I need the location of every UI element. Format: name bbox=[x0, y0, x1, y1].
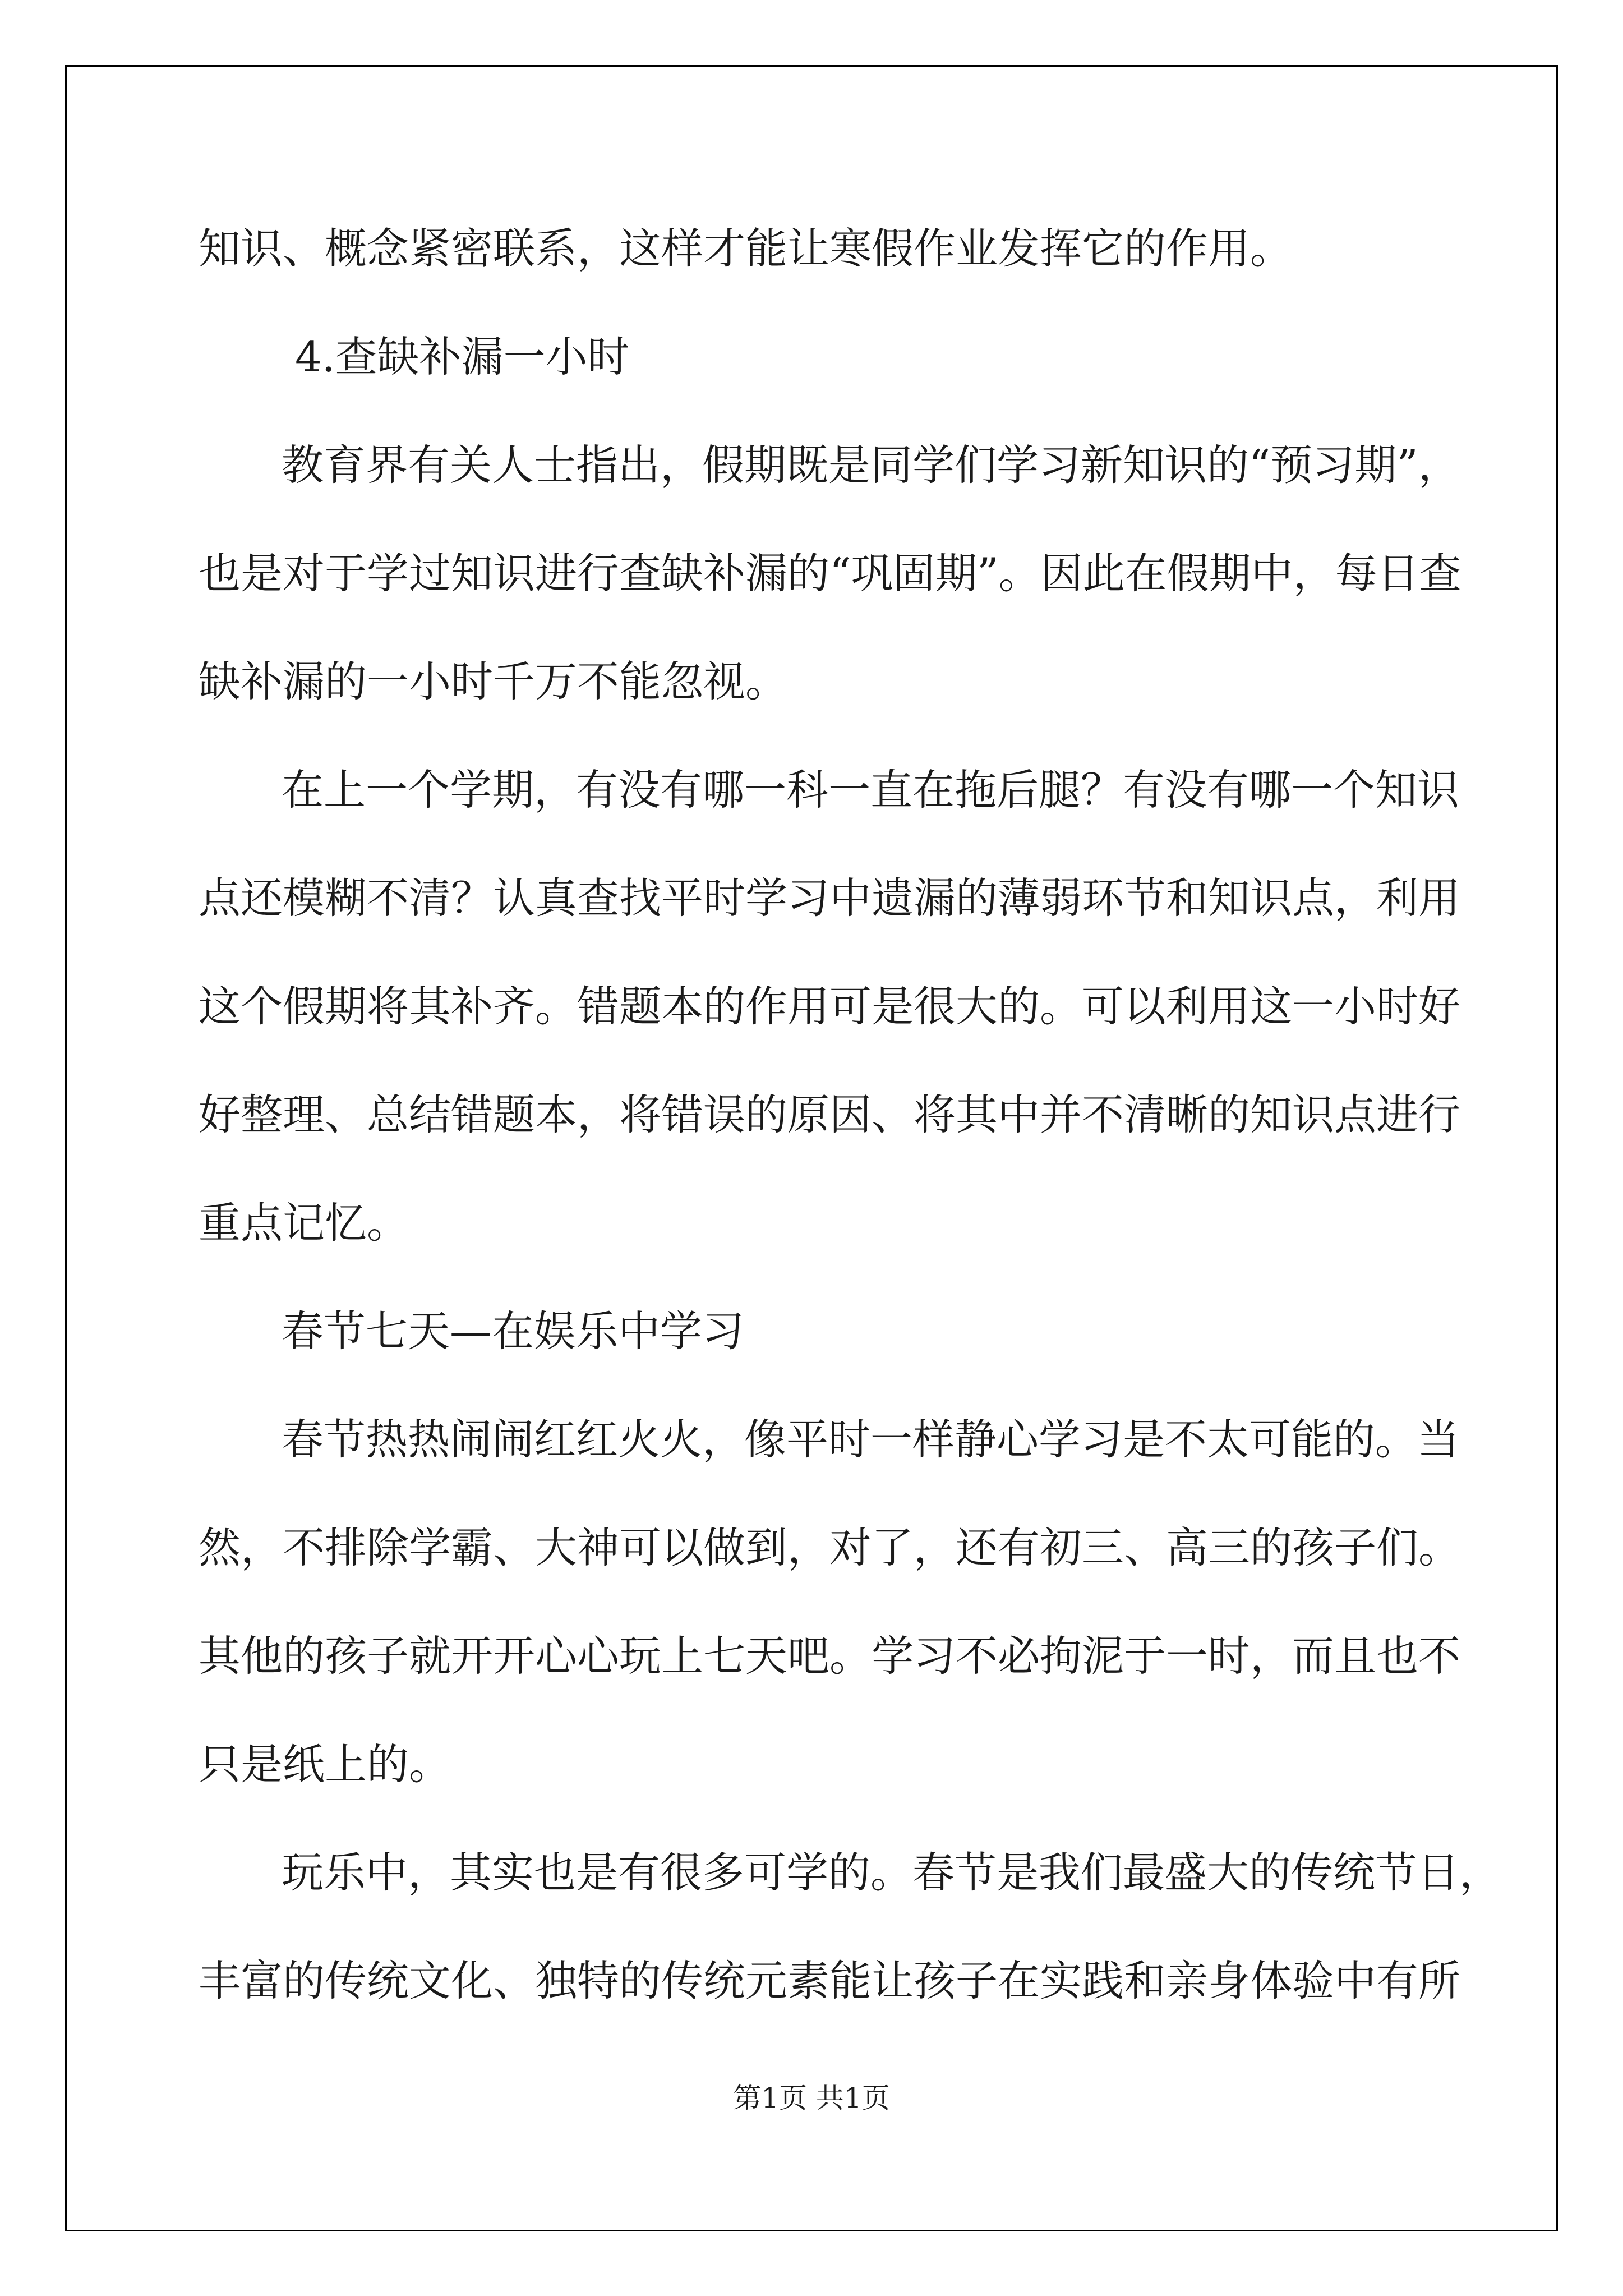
page-footer: 第1页 共1页 bbox=[733, 2082, 890, 2114]
text-line-6: 在上一个学期，有没有哪一科一直在拖后腿？有没有哪一个知识 bbox=[282, 765, 1460, 815]
section-heading-spring-festival: 春节七天—在娱乐中学习 bbox=[282, 1306, 745, 1356]
text-line-4: 也是对于学过知识进行查缺补漏的“巩固期”。因此在假期中，每日查 bbox=[199, 549, 1461, 598]
text-line-8: 这个假期将其补齐。错题本的作用可是很大的。可以利用这一小时好 bbox=[199, 982, 1461, 1031]
text-line-16: 玩乐中，其实也是有很多可学的。春节是我们最盛大的传统节日， bbox=[282, 1848, 1502, 1897]
text-line-15: 只是纸上的。 bbox=[199, 1740, 451, 1789]
text-line-7: 点还模糊不清？认真查找平时学习中遗漏的薄弱环节和知识点，利用 bbox=[199, 873, 1461, 923]
text-line-1: 知识、概念紧密联系，这样才能让寒假作业发挥它的作用。 bbox=[199, 224, 1293, 273]
text-line-12: 春节热热闹闹红红火火，像平时一样静心学习是不太可能的。当 bbox=[282, 1415, 1460, 1464]
text-line-17: 丰富的传统文化、独特的传统元素能让孩子在实践和亲身体验中有所 bbox=[199, 1956, 1461, 2005]
text-line-14: 其他的孩子就开开心心玩上七天吧。学习不必拘泥于一时，而且也不 bbox=[199, 1631, 1461, 1681]
section-heading-4: 4.查缺补漏一小时 bbox=[295, 332, 630, 381]
text-line-9: 好整理、总结错题本，将错误的原因、将其中并不清晰的知识点进行 bbox=[199, 1090, 1461, 1139]
text-line-3: 教育界有关人士指出，假期既是同学们学习新知识的“预习期”， bbox=[282, 440, 1460, 490]
page-border bbox=[65, 65, 1558, 2231]
text-line-13: 然，不排除学霸、大神可以做到，对了，还有初三、高三的孩子们。 bbox=[199, 1523, 1461, 1572]
text-line-10: 重点记忆。 bbox=[199, 1198, 409, 1248]
text-line-5: 缺补漏的一小时千万不能忽视。 bbox=[199, 657, 788, 706]
